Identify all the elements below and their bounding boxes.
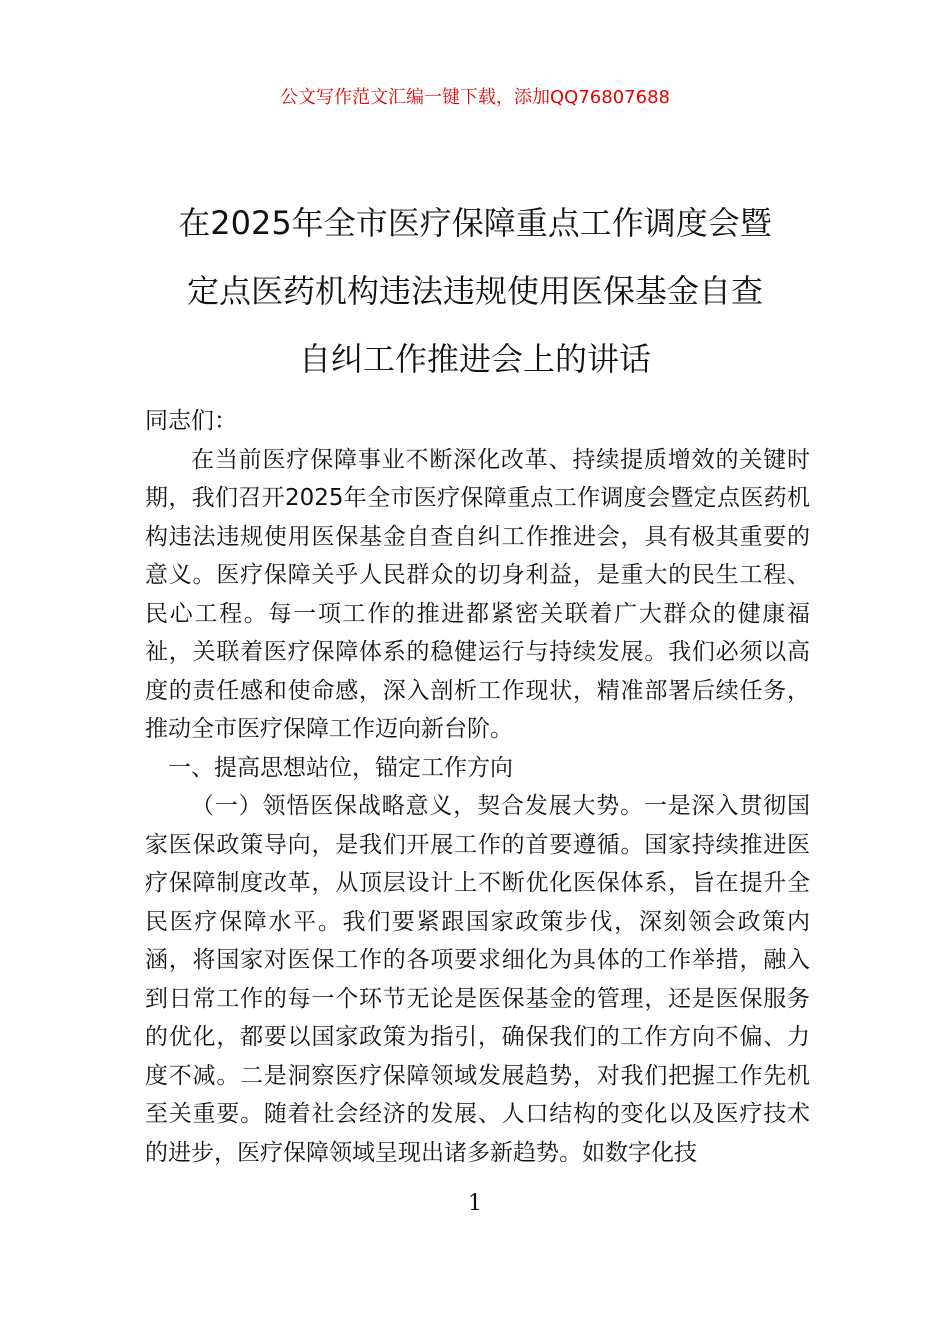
title-line-2: 定点医药机构违法违规使用医保基金自查 [186,272,763,311]
document-title [140,189,810,393]
paragraph-section-1-1: （一）领悟医保战略意义，契合发展大势。一是深入贯彻国家医保政策导向，是我们开展工作的首要遵循。国家持续推进医疗保障制度改革，从顶层设计上不断优化医保体系，旨在提升全民医疗保障水平。我们要紧跟国家政策步伐，深刻领会政策内涵，将国家对医保工作的各项要求细化为具体的工作举措，融入到日常工作的每一个环节无论是医保基金的管理，还是医保服务的优化，都要以国家政策为指引，确保我们的工作方向不偏、力度不减。二是洞察医疗保障领域发展趋势，对我们把握工作先机至关重要。随着社会经济的发展、人口结构的变化以及医疗技术的进步，医疗保障领域呈现出诸多新趋势。如数字化技 [145,793,810,1166]
paragraph-intro: 在当前医疗保障事业不断深化改革、持续提质增效的关键时期，我们召开2025年全市医疗保障重点工作调度会暨定点医药机构违法违规使用医保基金自查自纠工作推进会，具有极其重要的意义。医疗保障关乎人民群众的切身利益，是重大的民生工程、民心工程。每一项工作的推进都紧密关联着广大群众的健康福祉，关联着医疗保障体系的稳健运行与持续发展。我们必须以高度的责任感和使命感，深入剖析工作现状，精准部署后续任务，推动全市医疗保障工作迈向新台阶。 [145,446,810,742]
document-body [145,402,810,1172]
section-heading-1: 一、提高思想站位，锚定工作方向 [168,754,513,781]
title-line-3: 自纠工作推进会上的讲话 [298,340,651,379]
page-number: 1 [468,1191,482,1216]
title-line-1: 在2025年全市医疗保障重点工作调度会暨 [178,204,772,243]
download-banner: 公文写作范文汇编一键下载，添加QQ76807688 [280,87,670,108]
greeting: 同志们： [145,408,237,434]
